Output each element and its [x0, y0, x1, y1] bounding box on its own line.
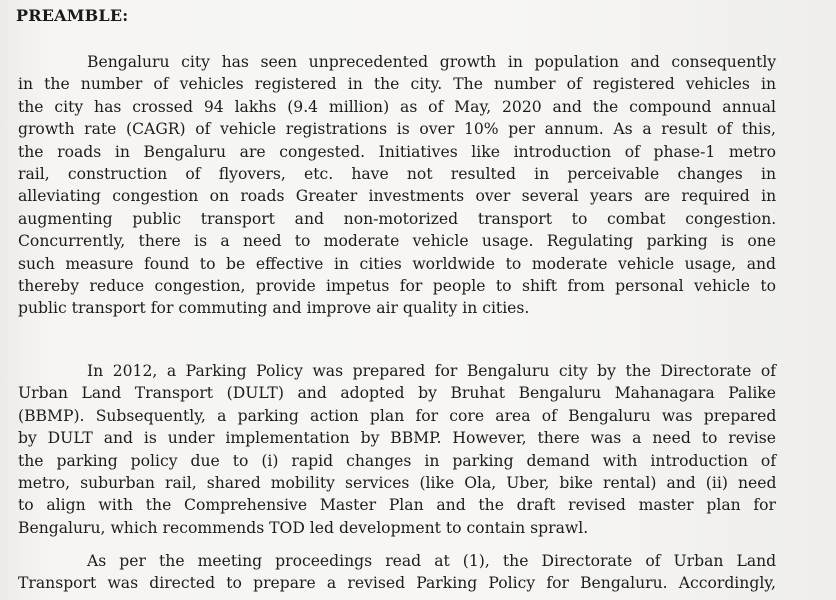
- text-line: Bengaluru, which recommends TOD led development to contain sprawl.: [18, 518, 589, 537]
- text-line: the roads in Bengaluru are congested. Initiatives like introduction of phase-1 metro: [18, 142, 776, 161]
- text-line: in the number of vehicles registered in the city. The number of registered vehicles in: [18, 75, 776, 94]
- text-line: alleviating congestion on roads Greater investments over several years are required in: [18, 187, 777, 206]
- text-line: Concurrently, there is a need to moderate vehicle usage. Regulating parking is one: [18, 232, 776, 251]
- text-line: growth rate (CAGR) of vehicle registrations is over 10% per annum. As a result of this,: [18, 120, 776, 139]
- text-line: As per the meeting proceedings read at (1), the Directorate of Urban Land: [87, 552, 777, 570]
- text-line: rail, construction of flyovers, etc. have not resulted in perceivable changes in: [18, 165, 776, 184]
- text-line: Urban Land Transport (DULT) and adopted by Bruhat Bengaluru Mahanagara Palike: [18, 384, 776, 403]
- text-line: Bengaluru city has seen unprecedented growth in population and consequently: [87, 53, 777, 71]
- text-line: (BBMP). Subsequently, a parking action plan for core area of Bengaluru was prepared: [18, 406, 777, 425]
- text-line: the city has crossed 94 lakhs (9.4 million) as of May, 2020 and the compound annual: [18, 97, 776, 116]
- text-line: Transport was directed to prepare a revised Parking Policy for Bengaluru. Accordingly,: [18, 574, 776, 593]
- text-line: public transport for commuting and improve air quality in cities.: [18, 299, 530, 318]
- paragraph-2: [18, 360, 776, 539]
- text-line: augmenting public transport and non-motorized transport to combat congestion.: [18, 209, 777, 228]
- text-line: the parking policy due to (i) rapid changes in parking demand with introduction of: [18, 451, 777, 470]
- text-line: such measure found to be effective in cities worldwide to moderate vehicle usage, and: [18, 254, 777, 273]
- text-line: In 2012, a Parking Policy was prepared for Bengaluru city by the Directorate of: [87, 362, 776, 380]
- text-line: to align with the Comprehensive Master Plan and the draft revised master plan for: [18, 496, 777, 515]
- paragraph-1: [18, 51, 776, 320]
- text-line: thereby reduce congestion, provide impetus for people to shift from personal vehicle to: [18, 277, 776, 296]
- text-line: by DULT and is under implementation by BBMP. However, there was a need to revise: [18, 429, 776, 448]
- paragraph-3: [18, 550, 776, 595]
- text-line: metro, suburban rail, shared mobility services (like Ola, Uber, bike rental) and (ii) need: [18, 474, 777, 493]
- section-heading: PREAMBLE:: [16, 6, 129, 25]
